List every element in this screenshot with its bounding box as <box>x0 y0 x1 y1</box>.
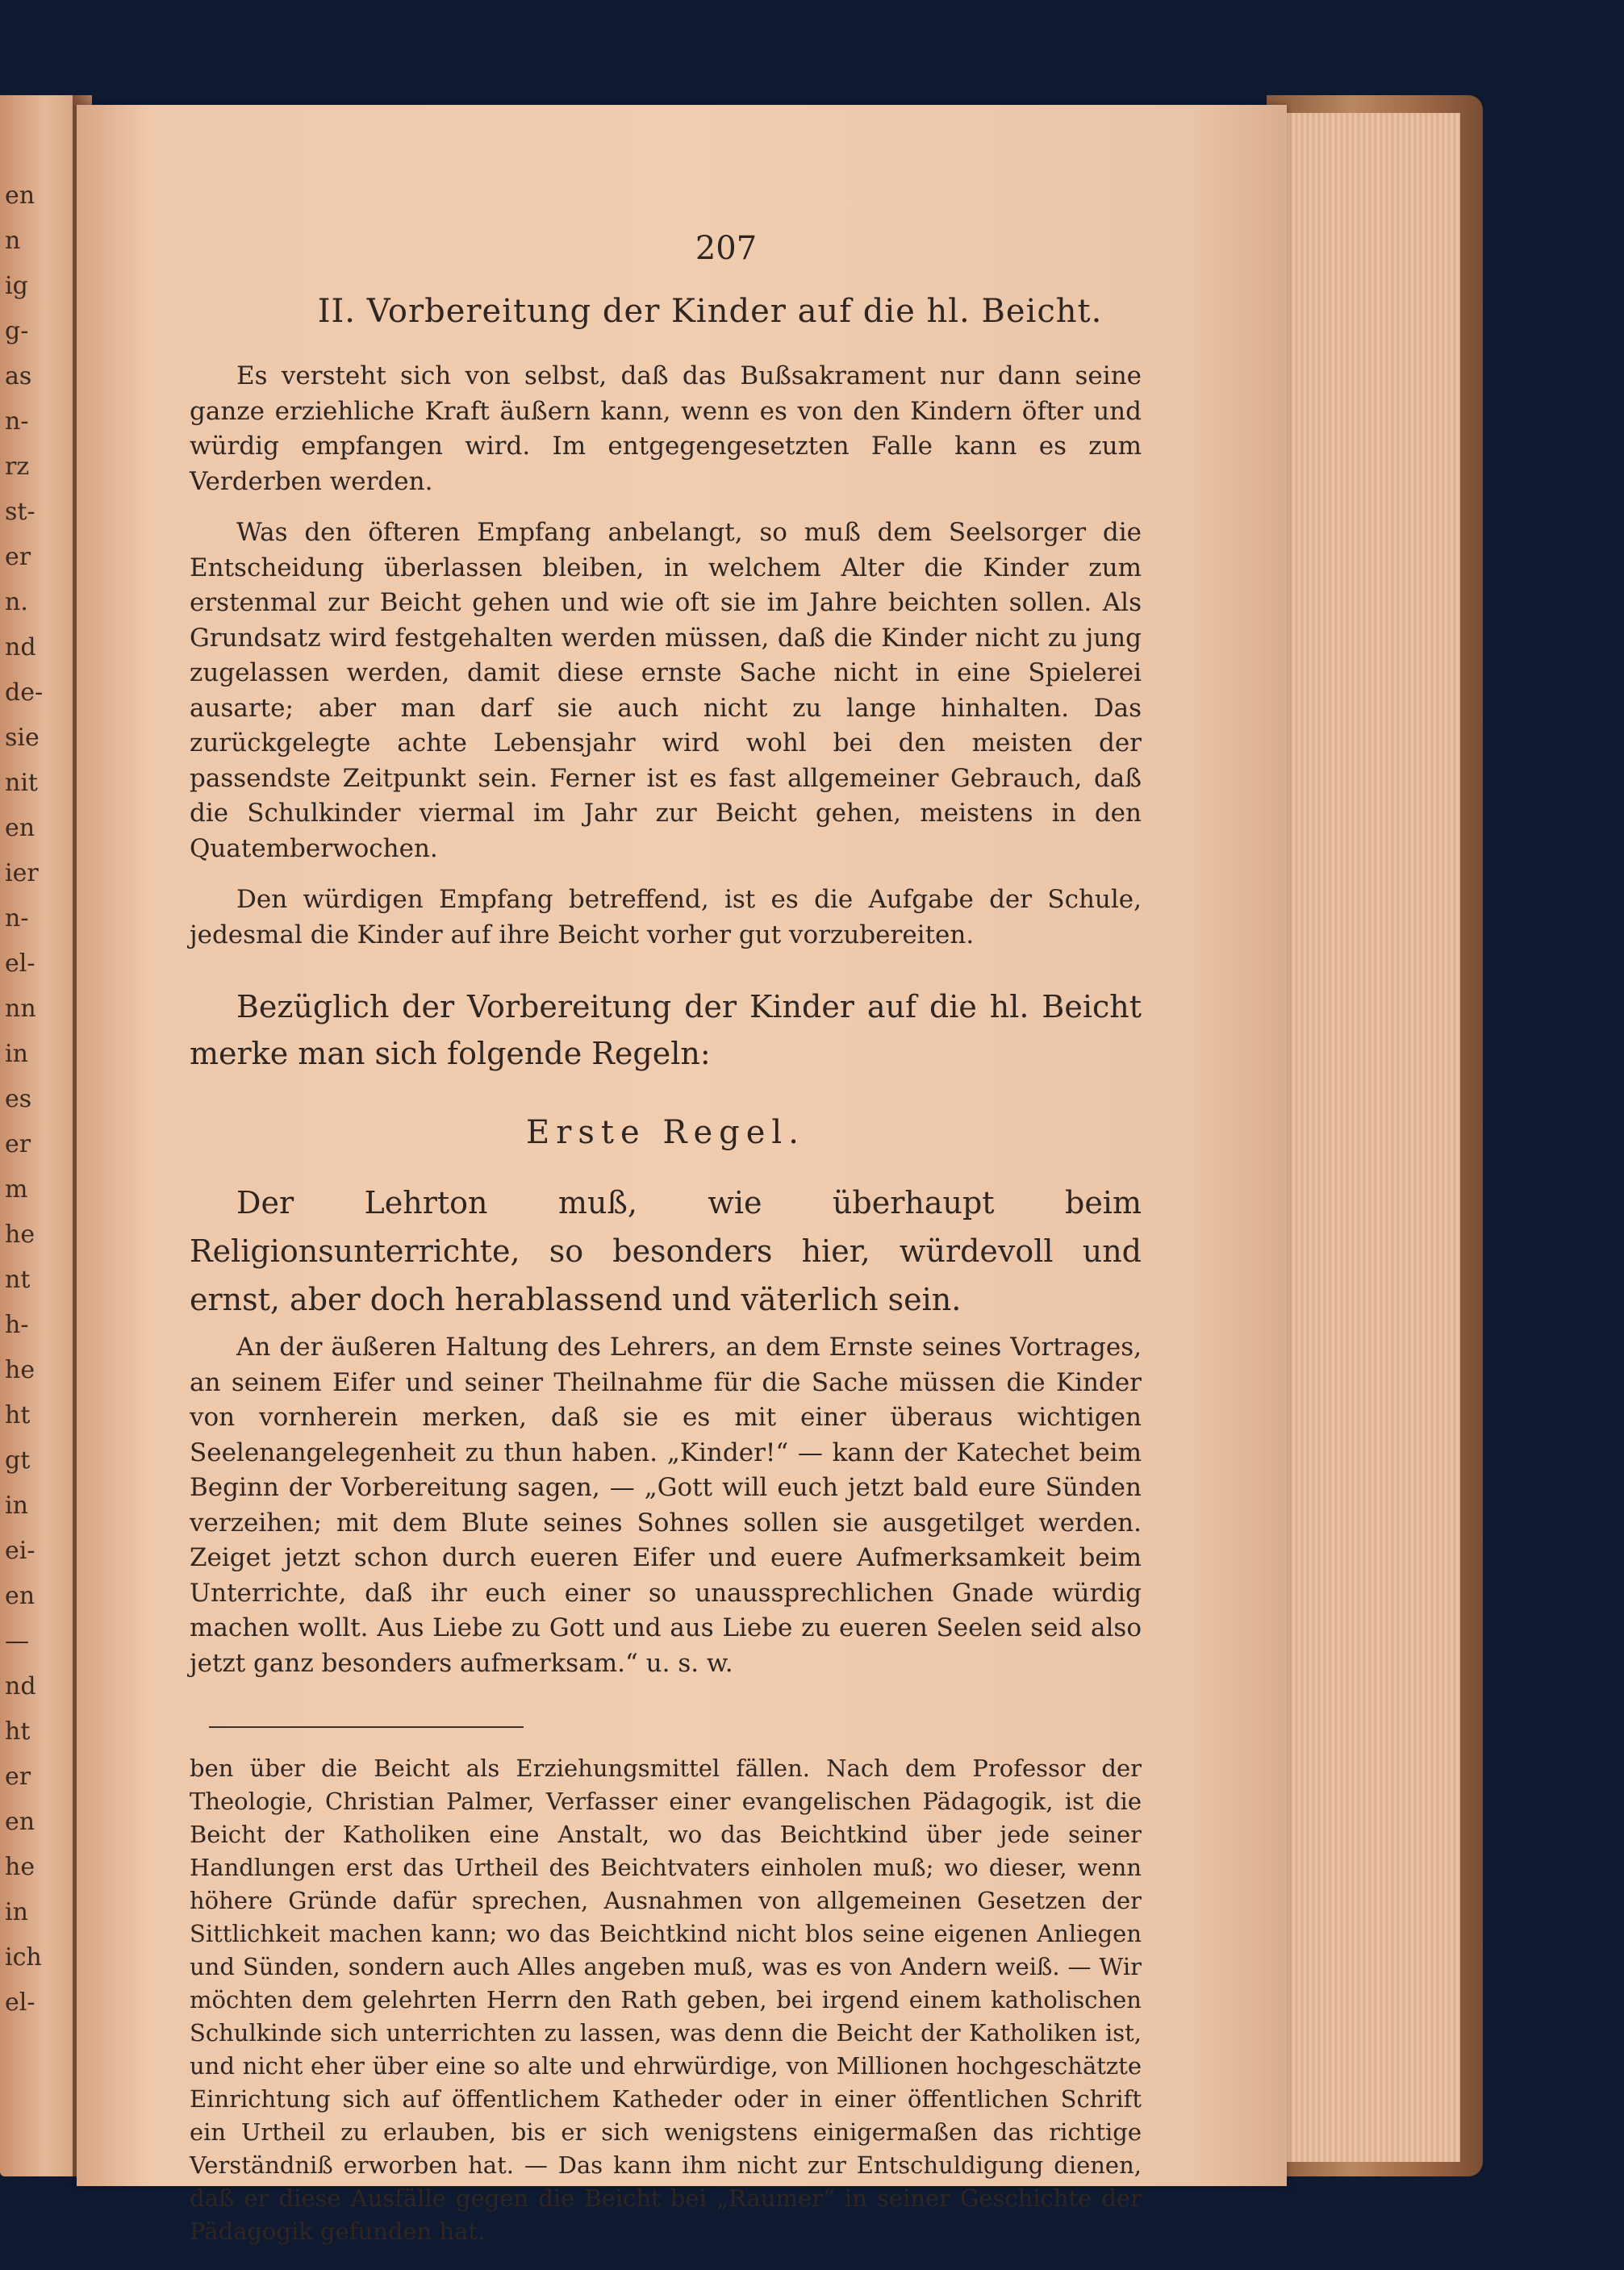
left-page-fragment: — <box>5 1627 29 1655</box>
paragraph: Den würdigen Empfang betreffend, ist es die Aufgabe der Schule, jedesmal die Kinder auf ihre Beicht vorher gut vorzubereiten. <box>190 885 1142 949</box>
left-page-fragment: sie <box>5 724 40 752</box>
page-block-edges <box>1259 113 1460 2162</box>
left-page-fragment: de- <box>5 678 44 707</box>
left-page-fragment: in <box>5 1040 28 1068</box>
left-page-fragment: nt <box>5 1266 31 1294</box>
rule-heading: Erste Regel. <box>526 1114 805 1151</box>
left-page-fragment: es <box>5 1085 32 1113</box>
left-page-fragment: h- <box>5 1311 29 1339</box>
left-page-fragment: ei- <box>5 1537 35 1565</box>
page-content <box>190 230 1142 2248</box>
left-page-fragment: nn <box>5 995 36 1023</box>
rules-intro: Bezüglich der Vorbereitung der Kinder auf die hl. Beicht merke man sich folgende Regeln: <box>190 989 1142 1071</box>
left-page-fragment: rz <box>5 453 30 481</box>
chapter-title: II. Vorbereitung der Kinder auf die hl. Beicht. <box>317 293 1103 330</box>
left-page-fragment: gt <box>5 1446 31 1475</box>
left-page-fragment: n- <box>5 407 29 436</box>
footnote-divider <box>209 1726 524 1728</box>
left-page-fragment: ier <box>5 859 39 887</box>
left-page-fragment: as <box>5 362 32 390</box>
left-page-fragment: nd <box>5 633 36 661</box>
left-page-fragment: st- <box>5 498 35 526</box>
left-page-fragment: g- <box>5 317 29 345</box>
book-page <box>77 105 1287 2245</box>
left-page-fragment: in <box>5 1898 28 1926</box>
rule-text: Der Lehrton muß, wie überhaupt beim Religionsunterrichte, so besonders hier, würdevoll und ernst, aber doch herablassend und väterlich sein. <box>190 1185 1142 1317</box>
left-page-fragment: in <box>5 1492 28 1520</box>
left-page-fragment: he <box>5 1853 35 1881</box>
left-page-fragment: ht <box>5 1401 31 1429</box>
left-page-fragment: n <box>5 227 21 255</box>
left-page-fragment: er <box>5 1763 31 1791</box>
left-page-fragment: ig <box>5 272 28 300</box>
left-page-fragment: en <box>5 1582 35 1610</box>
left-page-fragment: he <box>5 1221 35 1249</box>
left-page-fragment: ht <box>5 1717 31 1746</box>
footnote: ben über die Beicht als Erziehungsmittel fällen. Nach dem Professor der Theologie, Christian Palmer, Verfasser einer evangelischen Pädagogik, ist die Beicht der Katholiken eine Anstalt, wo das Beichtkind über jede seiner Handlungen erst das Urtheil des Beichtvaters einholen muß; wo dieser, wenn höhere Gründe dafür sprechen, Ausnahmen von allgemeinen Gesetzen der Sittlichkeit machen kann; wo das Beichtkind nicht blos seine eigenen Anliegen und Sünden, sondern auch Alles angeben muß, was es von Andern weiß. — Wir möchten dem gelehrten Herrn den Rath geben, bei irgend einem katholischen Schulkinde sich unterrichten zu lassen, was denn die Beicht der Katholiken ist, und nicht eher über eine so alte und ehrwürdige, von Millionen hochgeschätzte Einrichtung sich auf öffentlichem Katheder oder in einer öffentlichen Schrift ein Urtheil zu erlauben, bis er sich wenigstens einigermaßen das richtige Verständniß erworben hat. — Das kann ihm nicht zur Entschuldigung dienen, daß er diese Ausfälle gegen die Beicht bei „Raumer“ in seiner Geschichte der Pädagogik gefunden hat. <box>190 1755 1142 2245</box>
left-page-fragment: m <box>5 1175 28 1204</box>
paragraph: Was den öfteren Empfang anbelangt, so muß dem Seelsorger die Entscheidung überlassen bleiben, in welchem Alter die Kinder zum erstenmal zur Beicht gehen und wie oft sie im Jahre beichten sollen. Als Grundsatz wird festgehalten werden müssen, daß die Kinder nicht zu jung zugelassen werden, damit diese ernste Sache nicht in eine Spielerei ausarte; aber man darf sie auch nicht zu lange hinhalten. Das zurückgelegte achte Lebensjahr wird wohl bei den meisten der passendste Zeitpunkt sein. Ferner ist es fast allgemeiner Gebrauch, daß die Schulkinder viermal im Jahr zur Beicht gehen, meistens in den Quatemberwochen. <box>190 518 1142 863</box>
left-page-fragments <box>2 95 73 2176</box>
left-page-fragment: ich <box>5 1943 42 1972</box>
left-page-fragment: n- <box>5 904 29 933</box>
left-page-fragment: er <box>5 543 31 571</box>
left-page-edge <box>0 95 74 2176</box>
left-page-fragment: el- <box>5 949 35 978</box>
left-page-fragment: he <box>5 1356 35 1384</box>
left-page-fragment: n. <box>5 588 28 616</box>
paragraph: Es versteht sich von selbst, daß das Bußsakrament nur dann seine ganze erziehliche Kraft äußern kann, wenn es von den Kindern öfter und würdig empfangen wird. Im entgegengesetzten Falle kann es zum Verderben werden. <box>190 361 1142 496</box>
left-page-fragment: en <box>5 814 35 842</box>
left-page-fragment: nd <box>5 1672 36 1700</box>
page-number: 207 <box>695 230 758 267</box>
left-page-fragment: en <box>5 182 35 210</box>
rule-explanation: An der äußeren Haltung des Lehrers, an dem Ernste seines Vortrages, an seinem Eifer und seiner Theilnahme für die Sache müssen die Kinder von vornherein merken, daß sie es mit einer überaus wichtigen Seelenangelegenheit zu thun haben. „Kinder!“ — kann der Katechet beim Beginn der Vorbereitung sagen, — „Gott will euch jetzt bald eure Sünden verzeihen; mit dem Blute seines Sohnes sollen sie ausgetilget werden. Zeiget jetzt schon durch eueren Eifer und euere Aufmerksamkeit beim Unterrichte, daß ihr euch einer so unaussprechlichen Gnade würdig machen wollt. Aus Liebe zu Gott und aus Liebe zu eueren Seelen seid also jetzt ganz besonders aufmerksam.“ u. s. w. <box>190 1333 1142 1678</box>
left-page-fragment: er <box>5 1130 31 1158</box>
left-page-fragment: nit <box>5 769 38 797</box>
left-page-fragment: en <box>5 1808 35 1836</box>
left-page-fragment: el- <box>5 1988 35 2017</box>
